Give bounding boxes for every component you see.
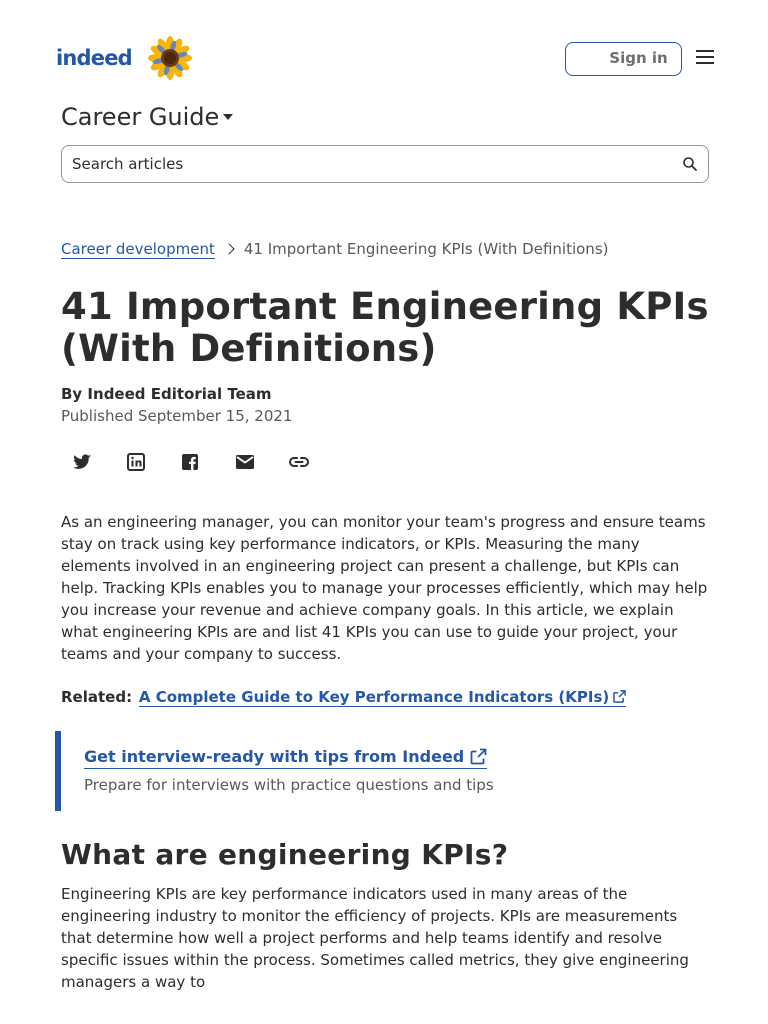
search-box bbox=[61, 145, 709, 183]
interview-callout bbox=[55, 731, 715, 811]
page-title: 41 Important Engineering KPIs (With Definitions) bbox=[61, 285, 709, 370]
career-guide-nav[interactable]: Career Guide bbox=[61, 103, 220, 131]
related-label: Related: bbox=[61, 688, 133, 706]
external-link-icon bbox=[613, 690, 626, 703]
linkedin-icon[interactable] bbox=[124, 450, 148, 474]
chevron-right-icon bbox=[223, 243, 234, 254]
email-icon[interactable] bbox=[233, 450, 257, 474]
callout-description: Prepare for interviews with practice questions and tips bbox=[84, 776, 494, 794]
sunflower-icon bbox=[146, 36, 194, 80]
facebook-icon[interactable] bbox=[178, 450, 202, 474]
search-icon[interactable] bbox=[682, 156, 698, 172]
section-heading: What are engineering KPIs? bbox=[61, 838, 509, 871]
indeed-logo[interactable]: indeed bbox=[56, 46, 132, 70]
twitter-icon[interactable] bbox=[70, 450, 94, 474]
breadcrumb bbox=[61, 239, 608, 259]
link-icon[interactable] bbox=[287, 450, 311, 474]
related-article-link[interactable] bbox=[139, 688, 626, 707]
search-input[interactable] bbox=[72, 146, 672, 182]
article-published-date: Published September 15, 2021 bbox=[61, 407, 293, 425]
interview-tips-link[interactable] bbox=[84, 746, 487, 769]
related-article bbox=[61, 686, 626, 708]
section-paragraph: Engineering KPIs are key performance indicators used in many areas of the engineering industry to monitor the efficiency of projects. KPIs are measurements that determine how well a project performs and help teams identify and resolve specific issues within the process. Sometimes called metrics, they give engineering managers a way to bbox=[61, 885, 689, 991]
breadcrumb-current: 41 Important Engineering KPIs (With Definitions) bbox=[243, 240, 609, 258]
article-intro: As an engineering manager, you can monitor your team's progress and ensure teams stay on track using key performance indicators, or KPIs. Measuring the many elements involved in an engineering project can present a challenge, but KPIs can help. Tracking KPIs enables you to manage your processes efficiently, which may help you increase your revenue and achieve company goals. In this article, we explain what engineering KPIs are and list 41 KPIs you can use to guide your project, your teams and your company to success. bbox=[61, 513, 708, 663]
external-link-icon bbox=[470, 748, 487, 765]
hamburger-menu-icon[interactable] bbox=[696, 50, 718, 66]
breadcrumb-career-development-link[interactable]: Career development bbox=[61, 240, 215, 258]
article-byline: By Indeed Editorial Team bbox=[61, 385, 272, 403]
related-article-link-text: A Complete Guide to Key Performance Indicators (KPIs) bbox=[138, 688, 610, 706]
caret-down-icon[interactable] bbox=[223, 114, 233, 120]
sign-in-button[interactable]: Sign in bbox=[565, 42, 682, 76]
interview-tips-link-text: Get interview-ready with tips from Indeed bbox=[84, 747, 465, 766]
